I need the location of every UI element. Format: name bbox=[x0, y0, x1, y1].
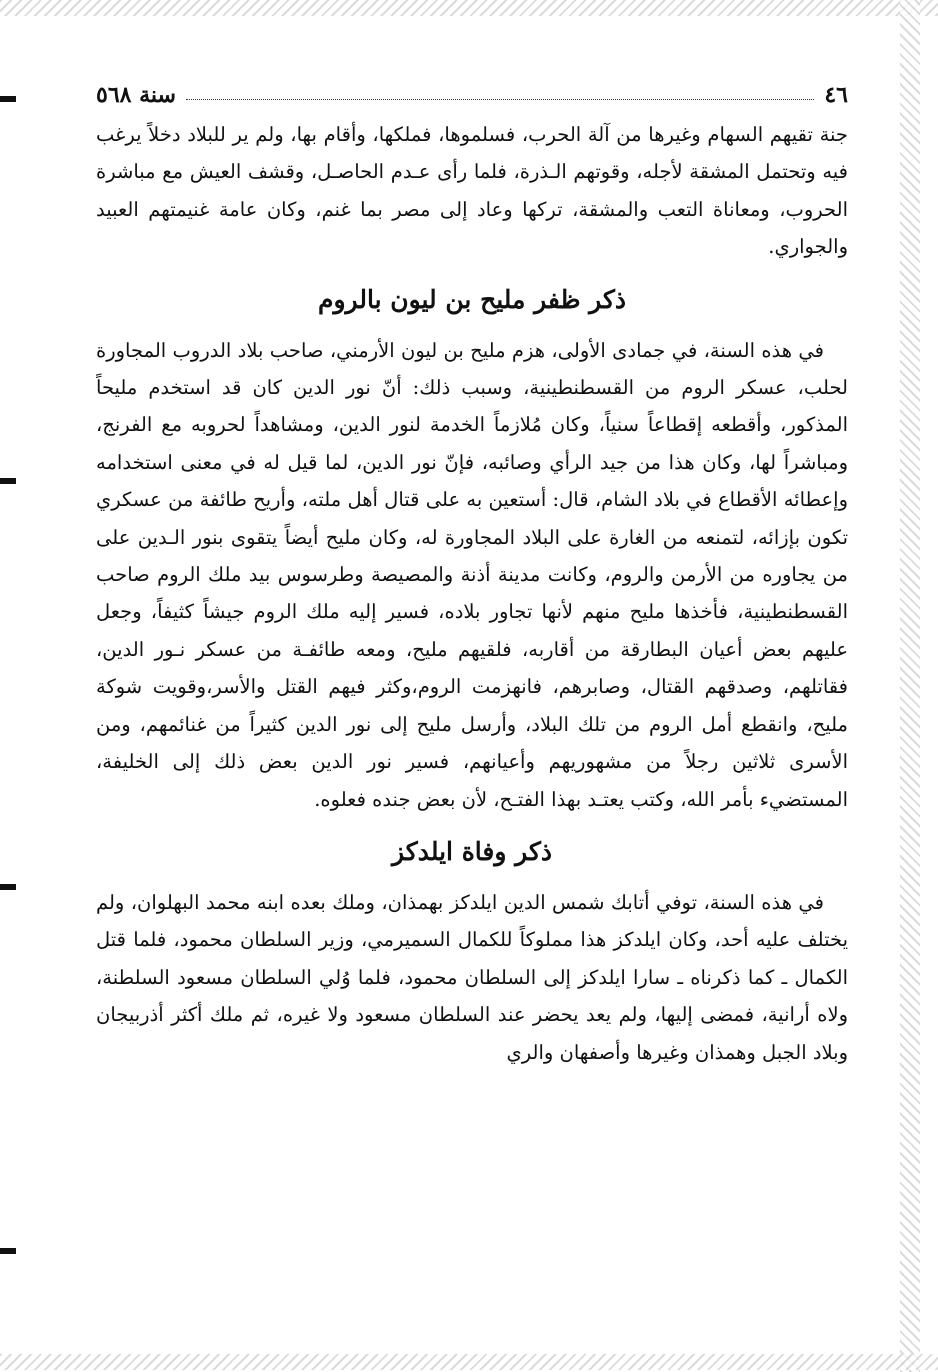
page-edge-mark bbox=[0, 478, 16, 484]
top-decorative-border bbox=[0, 0, 938, 16]
section-heading-ildikiz-death: ذكر وفاة ايلدكز bbox=[392, 836, 552, 866]
page-edge-mark bbox=[0, 884, 16, 890]
paragraph-continuation: جنة تقيهم السهام وغيرها من آلة الحرب، فسلموها، فملكها، وأقام بها، ولم ير للبلاد دخلاً يرغب فيه وتحتمل المشقة لأجله، وقوتهم الـذرة، فلما رأى عـدم الحاصـل، وقشف العيش مع مباشرة الحروب، ومعاناة التعب والمشقة، تركها وعاد إلى مصر بما غنم، وكان عامة غنيمتهم العبيد والجواري. bbox=[96, 123, 848, 259]
section-heading-malih-victory: ذكر ظفر مليح بن ليون بالروم bbox=[318, 284, 626, 314]
page-edge-mark bbox=[0, 96, 16, 102]
book-page bbox=[96, 68, 848, 1071]
paragraph-malih-victory: في هذه السنة، في جمادى الأولى، هزم مليح بن ليون الأرمني، صاحب بلاد الدروب المجاورة لحلب، عسكر الروم من القسطنطينية، وسبب ذلك: أنّ نور الدين كان قد استخدم مليحاً المذكور، وأقطعه إقطاعاً سنياً، وكان مُلازماً الخدمة لنور الدين، ومشاهداً لحروبه مع الفرنج، ومباشراً لها، وكان هذا من جيد الرأي وصائبه، فإنّ نور الدين، لما قيل له في معنى استخدامه وإعطائه الأقطاع في بلاد الشام، قال: أستعين به على قتال أهل ملته، وأريح طائفة من عسكري تكون بإزائه، لتمنعه من الغارة على البلاد المجاورة له، وكان مليح أيضاً يتقوى بنور الـدين على من يجاوره من الأرمن والروم، وكانت مدينة أذنة والمصيصة وطرسوس بيد ملك الروم صاحب القسطنطينية، فأخذها مليح منهم لأنها تجاور بلاده، فسير إليه ملك الروم جيشاً كثيفاً، وجعل عليهم بعض أعيان البطارقة من أقاربه، فلقيهم مليح، ومعه طائفـة من عسكر نـور الدين، فقاتلهم، وصدقهم القتال، وصابرهم، فانهزمت الروم،وكثر فيهم القتل والأسر،وقويت شوكة مليح، وانقطع أمل الروم من تلك البلاد، وأرسل مليح إلى نور الدين كثيراً من غنائمهم، ومن الأسرى ثلاثين رجلاً من مشهوريهم وأعيانهم، فسير نور الدين بعض ذلك إلى الخليفة، المستضيء بأمر الله، وكتب يعتـد بهذا الفتـح، لأن بعض جنده فعلوه. bbox=[96, 338, 848, 811]
bottom-decorative-border bbox=[0, 1354, 938, 1370]
header-year: سنة ٥٦٨ bbox=[96, 82, 176, 108]
running-header bbox=[96, 68, 848, 108]
page-number: ٤٦ bbox=[824, 82, 848, 108]
page-edge-mark bbox=[0, 1248, 16, 1254]
right-decorative-border bbox=[900, 0, 920, 1372]
paragraph-ildikiz-death: في هذه السنة، توفي أتابك شمس الدين ايلدكز بهمذان، وملك بعده ابنه محمد البهلوان، ولم يختلف عليه أحد، وكان ايلدكز هذا مملوكاً للكمال السميرمي، وزير السلطان محمود، فلما قتل الكمال ـ كما ذكرناه ـ سارا ايلدكز إلى السلطان محمود، فلما وُلي السلطان مسعود السلطنة، ولاه أرانية، فمضى إليها، ولم يعد يحضر عند السلطان مسعود ولا غيره، ثم ملك أكثر أذربيجان وبلاد الجبل وهمذان وغيرها وأصفهان والري bbox=[96, 890, 848, 1064]
header-dotted-rule bbox=[186, 99, 814, 100]
